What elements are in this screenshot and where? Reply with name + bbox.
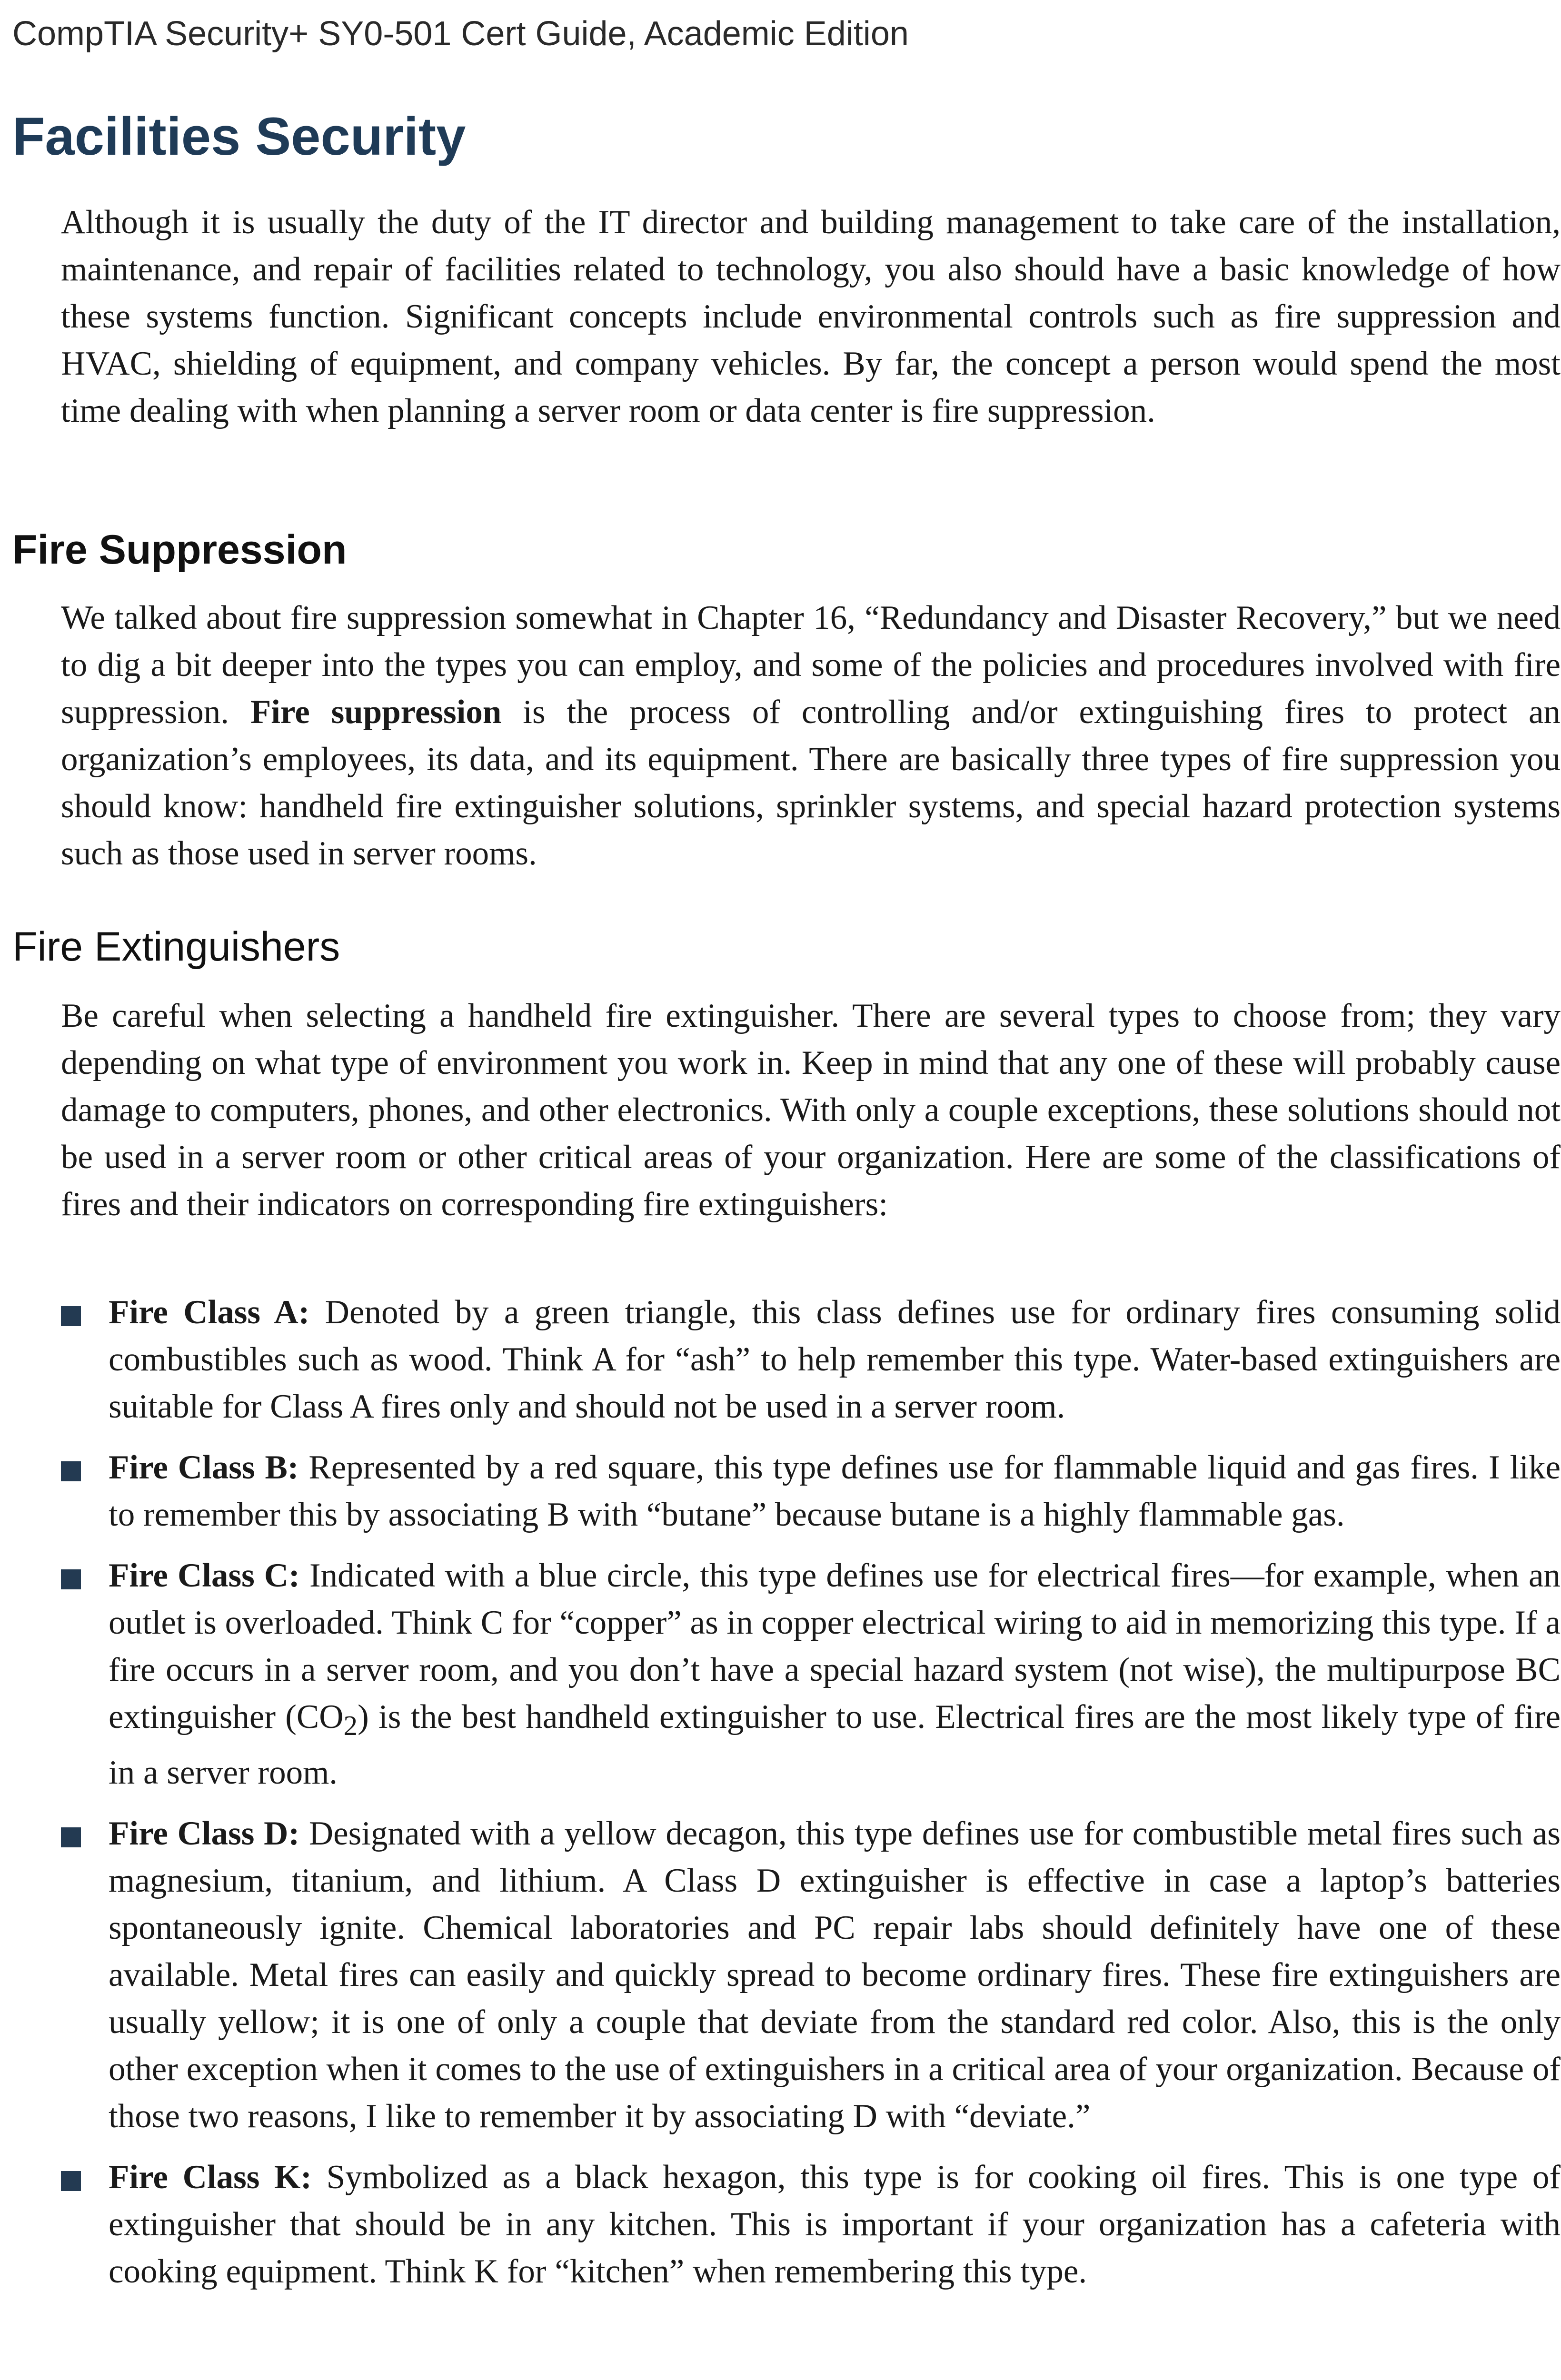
section-title: Facilities Security <box>12 107 466 166</box>
bullet-text-before: Indicated with a blue circle, this type defines use for electrical fires—for example, when an outlet is overloaded. Think C for “copper” as in copper electrical wiring to aid in memorizing this type. If a fire occurs in a server room, and you don’t have a special hazard system (not wise), the multipurpose BC extinguisher (CO <box>109 1557 1561 1735</box>
co2-subscript: 2 <box>343 1710 358 1742</box>
bullet-term: Fire Class C: <box>109 1557 300 1594</box>
bullet-square-icon <box>61 1569 81 1589</box>
bullet-text: Symbolized as a black hexagon, this type is for cooking oil fires. This is one type of extinguisher that should be in any kitchen. This is important if your organization has a cafeteria with cooking equipment. Think K for “kitchen” when remembering this type. <box>109 2159 1561 2291</box>
bullet-square-icon <box>61 2171 81 2191</box>
bullet-square-icon <box>61 1461 81 1481</box>
fire-suppression-text-before: We talked about fire suppression somewhat in Chapter 16, “Redundancy and Disaster Recovery,” but we need to dig a bit deeper into the types you can employ, and some of the policies and procedures involved with fire suppression. <box>61 599 1561 731</box>
bullet-text: Represented by a red square, this type defines use for flammable liquid and gas fires. I like to remember this by associating B with “butane” because butane is a highly flammable gas. <box>109 1449 1561 1533</box>
bullet-text: Designated with a yellow decagon, this type defines use for combustible metal fires such as magnesium, titanium, and lithium. A Class D extinguisher is effective in case a laptop’s batteries spontaneously ignite. Chemical laboratories and PC repair labs should definitely have one of these available. Metal fires can easily and quickly spread to become ordinary fires. These fire extinguishers are usually yellow; it is one of only a couple that deviate from the standard red color. Also, this is the only other exception when it comes to the use of extinguishers in a critical area of your organization. Because of those two reasons, I like to remember it by associating D with “deviate.” <box>109 1815 1561 2135</box>
bullet-term: Fire Class B: <box>109 1449 299 1486</box>
bullet-term: Fire Class D: <box>109 1815 300 1853</box>
fire-class-list <box>61 1289 1561 2309</box>
list-item-fire-class-a <box>61 1289 1561 1430</box>
fire-suppression-text-after: is the process of controlling and/or extinguishing fires to protect an organization’s employees, its data, and its equipment. There are basically three types of fire suppression you should know: handheld fire extinguisher solutions, sprinkler systems, and special hazard protection systems such as those used in server rooms. <box>61 694 1561 872</box>
list-item-fire-class-c <box>61 1552 1561 1796</box>
fire-extinguishers-heading: Fire Extinguishers <box>12 924 340 970</box>
bullet-square-icon <box>61 1827 81 1847</box>
intro-paragraph: Although it is usually the duty of the IT director and building management to take care of the installation, maintenance, and repair of facilities related to technology, you also should have a basic knowledge of how these systems function. Significant concepts include environmental controls such as fire suppression and HVAC, shielding of equipment, and company vehicles. By far, the concept a person would spend the most time dealing with when planning a server room or data center is fire suppression. <box>61 204 1561 429</box>
list-item-fire-class-k <box>61 2154 1561 2295</box>
fire-suppression-heading: Fire Suppression <box>12 527 347 573</box>
fire-suppression-keyword: Fire suppression <box>250 694 502 731</box>
bullet-square-icon <box>61 1306 81 1326</box>
fire-extinguishers-intro: Be careful when selecting a handheld fire extinguisher. There are several types to choose from; they vary depending on what type of environment you work in. Keep in mind that any one of these will probably cause damage to computers, phones, and other electronics. With only a couple exceptions, these solutions should not be used in a server room or other critical areas of your organization. Here are some of the classifications of fires and their indicators on corresponding fire extinguishers: <box>61 997 1561 1223</box>
bullet-text-after: ) is the best handheld extinguisher to use. Electrical fires are the most likely type of fire in a server room. <box>109 1698 1561 1792</box>
bullet-text: Denoted by a green triangle, this class defines use for ordinary fires consuming solid combustibles such as wood. Think A for “ash” to help remember this type. Water-based extinguishers are suitable for Class A fires only and should not be used in a server room. <box>109 1294 1561 1425</box>
bullet-term: Fire Class A: <box>109 1294 310 1331</box>
fire-suppression-paragraph <box>61 595 1561 877</box>
bullet-term: Fire Class K: <box>109 2159 312 2196</box>
running-head: CompTIA Security+ SY0-501 Cert Guide, Academic Edition <box>12 15 909 53</box>
list-item-fire-class-b <box>61 1444 1561 1538</box>
list-item-fire-class-d <box>61 1810 1561 2140</box>
